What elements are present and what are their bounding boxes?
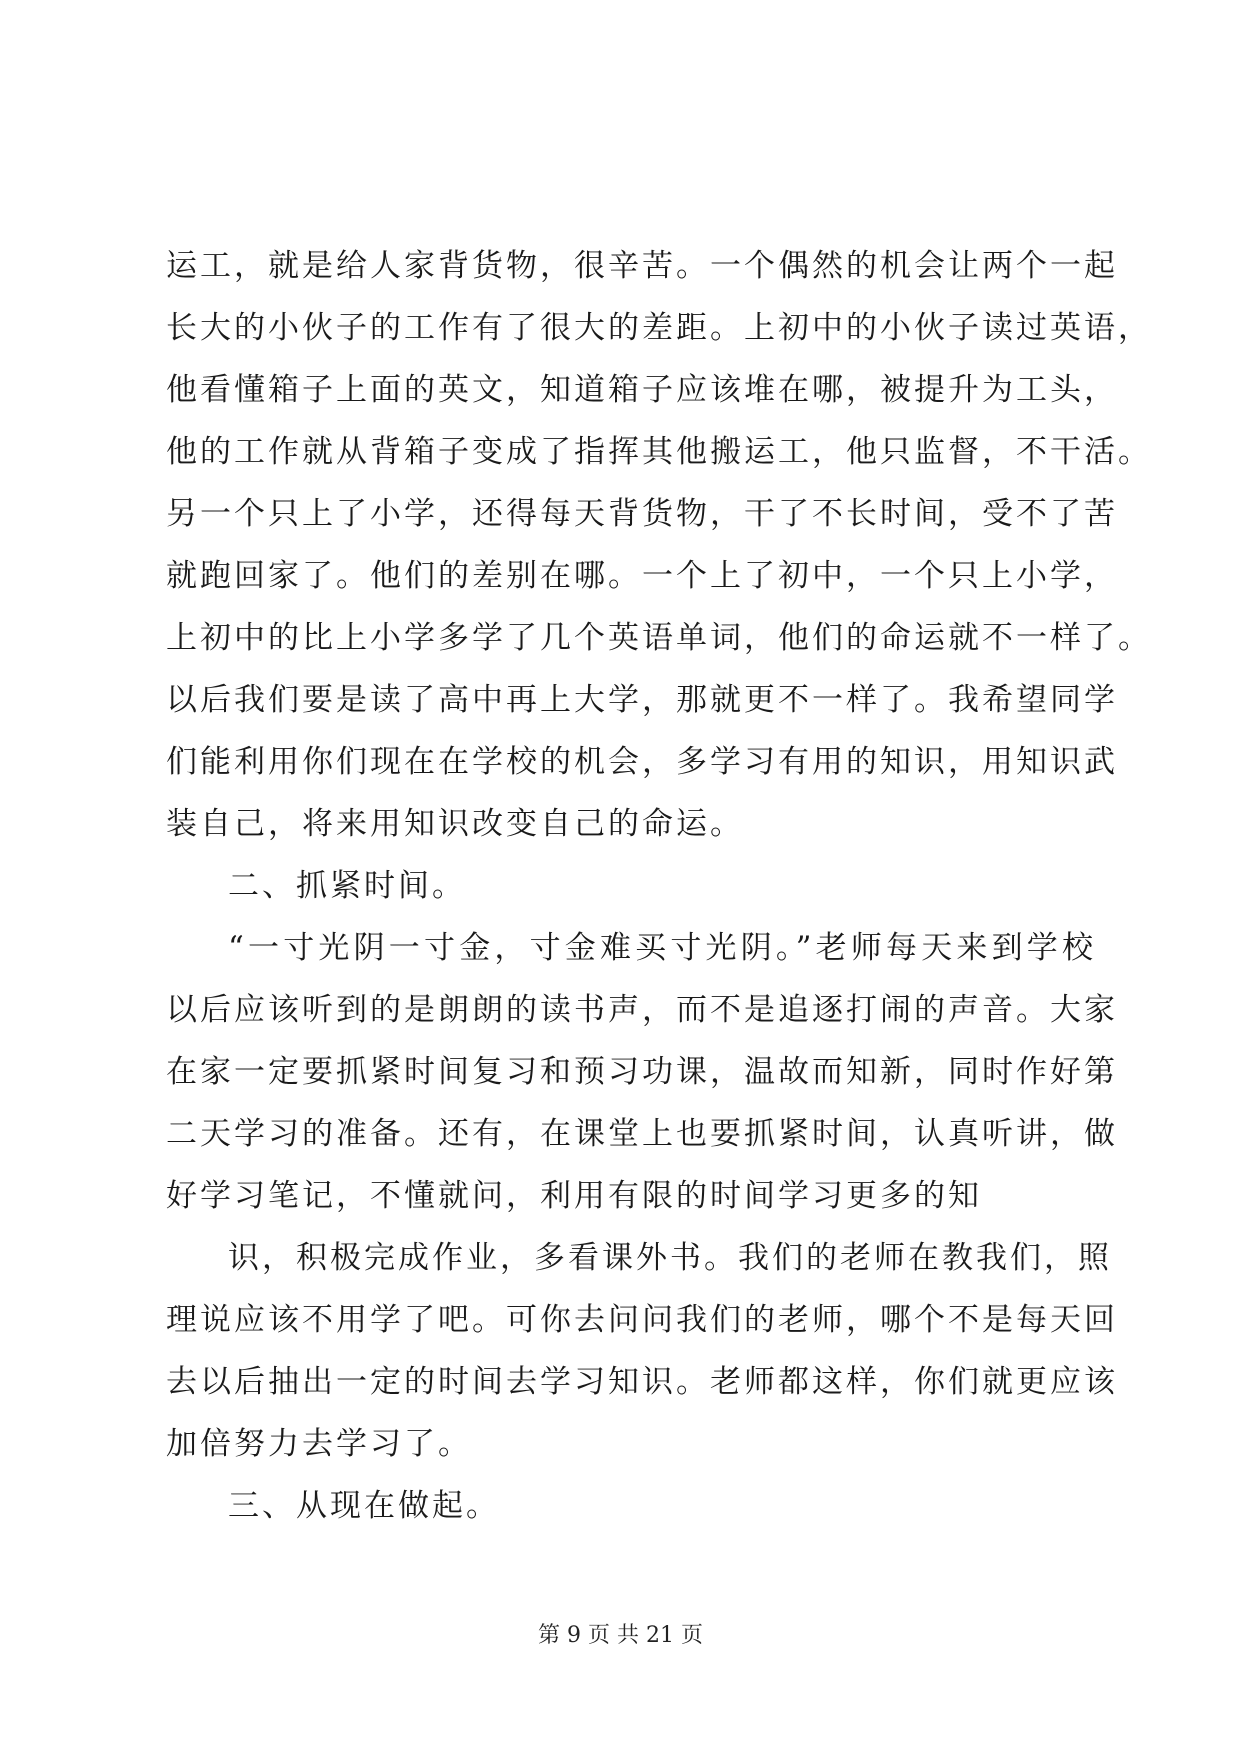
text-line: 装自己，将来用知识改变自己的命运。 <box>166 806 744 842</box>
text-line: 长大的小伙子的工作有了很大的差距。上初中的小伙子读过英语， <box>166 310 1152 346</box>
page-number-footer: 第 9 页 共 21 页 <box>538 1623 703 1648</box>
text-line: 好学习笔记，不懂就问，利用有限的时间学习更多的知 <box>166 1178 982 1214</box>
text-line: 加倍努力去学习了。 <box>166 1426 472 1462</box>
text-line: 他的工作就从背箱子变成了指挥其他搬运工，他只监督，不干活。 <box>166 434 1152 470</box>
text-line: 上初中的比上小学多学了几个英语单词，他们的命运就不一样了。 <box>166 620 1152 656</box>
text-line: 二天学习的准备。还有，在课堂上也要抓紧时间，认真听讲，做 <box>166 1116 1118 1152</box>
text-line: 识，积极完成作业，多看课外书。我们的老师在教我们，照 <box>228 1240 1112 1276</box>
text-line: “一寸光阴一寸金，寸金难买寸光阴。”老师每天来到学校 <box>228 930 1096 966</box>
text-line: 另一个只上了小学，还得每天背货物，干了不长时间，受不了苦 <box>166 496 1118 532</box>
section-heading: 三、从现在做起。 <box>228 1488 500 1524</box>
text-line: 在家一定要抓紧时间复习和预习功课，温故而知新，同时作好第 <box>166 1054 1118 1090</box>
text-line: 去以后抽出一定的时间去学习知识。老师都这样，你们就更应该 <box>166 1364 1118 1400</box>
text-line: 就跑回家了。他们的差别在哪。一个上了初中，一个只上小学， <box>166 558 1118 594</box>
text-line: 以后我们要是读了高中再上大学，那就更不一样了。我希望同学 <box>166 682 1118 718</box>
text-line: 理说应该不用学了吧。可你去问问我们的老师，哪个不是每天回 <box>166 1302 1118 1338</box>
section-heading: 二、抓紧时间。 <box>228 868 466 904</box>
text-line: 们能利用你们现在在学校的机会，多学习有用的知识，用知识武 <box>166 744 1118 780</box>
text-line: 运工，就是给人家背货物，很辛苦。一个偶然的机会让两个一起 <box>166 248 1118 284</box>
text-line: 他看懂箱子上面的英文，知道箱子应该堆在哪，被提升为工头， <box>166 372 1118 408</box>
text-line: 以后应该听到的是朗朗的读书声，而不是追逐打闹的声音。大家 <box>166 992 1118 1028</box>
document-body <box>166 235 1152 1537</box>
